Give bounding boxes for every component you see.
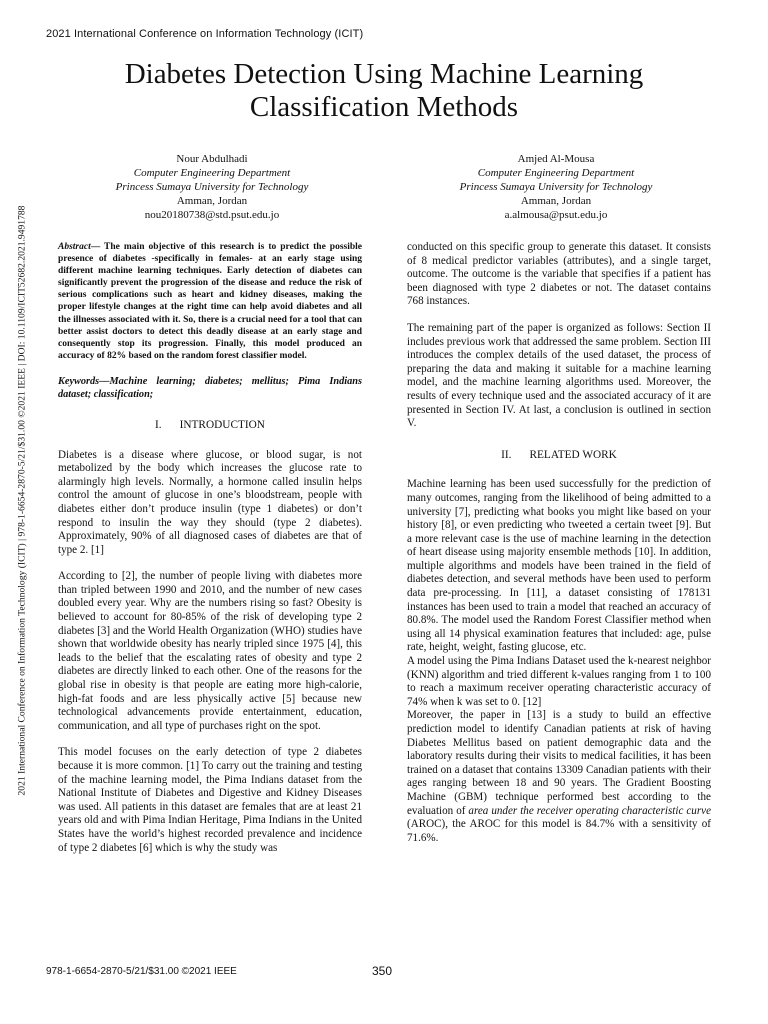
abstract-text: — The main objective of this research is to predict the possible presence of diabetes -specifically in females- at an early stage using different machine learning techniques. Early detection of diabetes can significantly prevent the progression of the disease and reduce the risk of serious complications such as heart and kidney diseases, making the proper lifestyle changes at the right time can help avoid diabetes and all the illnesses associated with it. So, there is a crucial need for a tool that can better assist doctors to detect this deadly disease at an early stage and consequently stop its progression. Finally, this model produced an accuracy of 82% based on the random forest classifier model. — [58, 242, 362, 361]
keywords — [58, 375, 362, 401]
keywords-text: —Machine learning; diabetes; mellitus; Pima Indians dataset; classification; — [58, 375, 362, 400]
doi-side-strip: 2021 International Conference on Information Technology (ICIT) | 978-1-6654-2870-5/21/$31.00 ©2021 IEEE | DOI: 10.1109/ICIT52682.2021.9491788 — [16, 205, 28, 796]
intro-paragraph-2: According to [2], the number of people living with diabetes more than tripled between 1990 and 2010, and the number of new cases doubled every year. Why are the numbers rising so fast? Obesity is believed to account for 80-85% of the risk of developing type 2 diabetes [3] and the World Health Organization (WHO) studies have shown that worldwide obesity has nearly tripled since 1975 [4], this leads to the belief that the escalating rates of obesity and type 2 diabetes are directly linked to each other. One of the reasons for the global rise in obesity is that people are eating more high-calorie, high-fat foods and are less physically active [5] because new technological advancements provide entertainment, education, communication, and all type of purchases right on the spot. — [58, 570, 362, 732]
intro-paragraph-5: The remaining part of the paper is organized as follows: Section II includes previous work that addressed the same problem. Section III introduces the complex details of the used dataset, the process of preparing the data and making it suitable for a machine learning model, and the machine learning algorithms used. Moreover, the results of every technique used and the associated accuracy of it are presented in Section IV. At last, a conclusion is outlined in section V. — [407, 321, 711, 430]
author-city: Amman, Jordan — [176, 195, 248, 207]
paper-title: Diabetes Detection Using Machine Learning Classification Methods — [124, 58, 644, 123]
author-university: Princess Sumaya University for Technology — [115, 181, 309, 193]
abstract — [58, 241, 362, 362]
author-block-2 — [406, 152, 706, 222]
author-email: nou20180738@std.psut.edu.jo — [144, 209, 280, 221]
related-paragraph-3 — [407, 709, 711, 845]
related-paragraph-2: A model using the Pima Indians Dataset used the k-nearest neighbor (KNN) algorithm and tried different k-values ranging from 1 to 100 to reach a maximum receiver operating characteristic accuracy of 74% when k was set to 0. [12] — [407, 655, 711, 708]
right-column — [407, 241, 711, 845]
footer-isbn: 978-1-6654-2870-5/21/$31.00 ©2021 IEEE — [46, 966, 237, 977]
intro-paragraph-4: conducted on this specific group to generate this dataset. It consists of 8 medical predictor variables (attributes), and a single target, outcome. The outcome is the variable that specifies if a patient has been diagnosed with type 2 diabetes or not. The dataset contains 768 instances. — [407, 241, 711, 308]
keywords-label: Keywords — [58, 375, 100, 387]
section-heading-introduction — [58, 419, 362, 433]
author-name: Nour Abdulhadi — [176, 153, 248, 165]
related-paragraph-1: Machine learning has been used successfully for the prediction of many outcomes, ranging from the likelihood of being admitted to a university [7], predicting what books you might like based on your history [8], or even predicting who tweeted a certain tweet [9]. But a more relevant case is the use of machine learning in the detection of heart disease using majority ensemble methods [10]. In addition, multiple algorithms and models have been trained in the field of diabetes detection, and several methods have been used to perform data pre-processing. In [11], a dataset consisting of 178131 instances has been used to train a model that reached an accuracy of 80.8%. The model used the Random Forest Classifier method when using all 14 physical examination features that included: age, pulse rate, height, weight, fasting glucose, etc. — [407, 478, 711, 654]
author-block-1 — [62, 152, 362, 222]
author-email: a.almousa@psut.edu.jo — [504, 209, 608, 221]
author-department: Computer Engineering Department — [133, 167, 291, 179]
section-number: I. — [155, 418, 162, 431]
section-title: INTRODUCTION — [179, 418, 265, 431]
page-number: 350 — [372, 964, 393, 978]
intro-paragraph-1: Diabetes is a disease where glucose, or blood sugar, is not metabolized by the body which increases the glucose rate to alarmingly high levels. Normally, a hormone called insulin helps control the amount of glucose in one’s bloodstream, people with diabetes either don’t produce insulin (type 1 diabetes) or don’t respond to insulin the way they should (type 2 diabetes). Approximately, 90% of all diagnosed cases of diabetes are that of type 2. [1] — [58, 448, 362, 556]
section-heading-related-work — [407, 449, 711, 463]
author-university: Princess Sumaya University for Technology — [459, 181, 653, 193]
author-department: Computer Engineering Department — [477, 167, 635, 179]
section-title: RELATED WORK — [529, 448, 617, 461]
conference-header: 2021 International Conference on Information Technology (ICIT) — [46, 28, 364, 40]
section-number: II. — [501, 448, 512, 461]
related-paragraph-3-tail: (AROC), the AROC for this model is 84.7% with a sensitivity of 71.6%. — [407, 818, 711, 844]
author-city: Amman, Jordan — [520, 195, 592, 207]
abstract-label: Abstract — [58, 242, 91, 252]
aroc-italic-term: area under the receiver operating characteristic curve — [468, 804, 711, 817]
author-name: Amjed Al-Mousa — [517, 153, 595, 165]
intro-paragraph-3: This model focuses on the early detection of type 2 diabetes because it is more common. [1] To carry out the training and testing of the machine learning model, the Pima Indians dataset from the National Institute of Diabetes and Digestive and Kidney Diseases was used. All patients in this dataset are females that are at least 21 years old and with Pima Indian Heritage, Pima Indians in the United States have the world’s highest recorded prevalence and incidence of type 2 diabetes [6] which is why the study was — [58, 746, 362, 854]
related-paragraph-3-text: Moreover, the paper in [13] is a study to build an effective prediction model to identify Canadian patients at risk of having Diabetes Mellitus based on patient demographic data and the laboratory results during their visits to medical facilities, it has been trained on a dataset that contains 13309 Canadian patients with their ages ranging between 18 and 90 years. The Gradient Boosting Machine (GBM) technique performed best according to the evaluation of — [407, 709, 711, 817]
left-column — [58, 241, 362, 855]
